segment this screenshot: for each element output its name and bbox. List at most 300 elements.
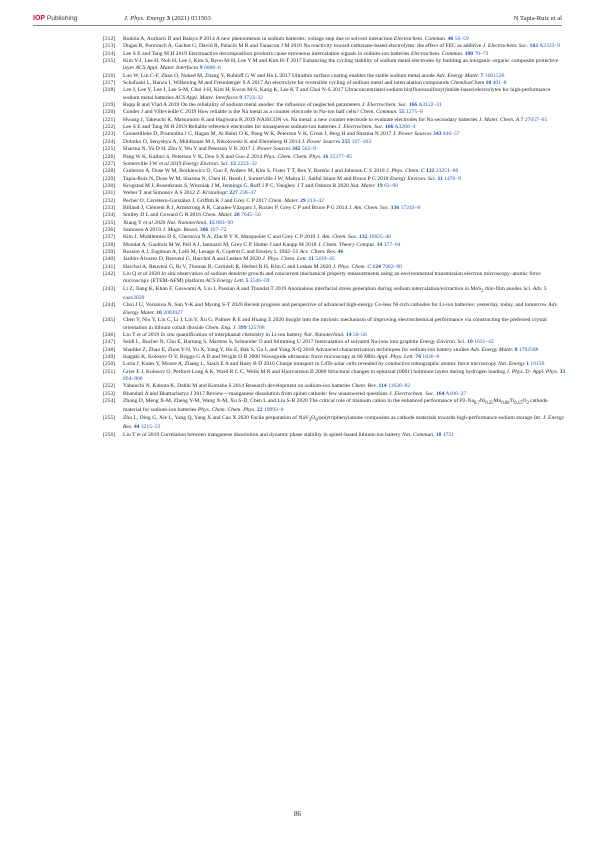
reference-item: [103, 415, 567, 432]
reference-item: [103, 176, 567, 183]
reference-list: [103, 36, 567, 439]
reference-text: Liu T: [123, 431, 137, 438]
reference-text: Kim J, Middlemiss D S, Chernova N A, Zhu B Y X, Masquelier C and Grey C P 2010: [123, 234, 317, 241]
reference-pages-link[interactable]: 2546–59: [248, 278, 270, 285]
reference-number: [214]: [103, 50, 116, 57]
reference-volume-link[interactable]: 9: [237, 94, 243, 101]
reference-pages-link[interactable]: 3215–23: [139, 424, 161, 431]
reference-item: [103, 190, 567, 197]
reference-volume-link[interactable]: 28: [232, 212, 240, 219]
reference-volume-link[interactable]: 10: [465, 339, 473, 346]
reference-pages-link[interactable]: 16150: [529, 361, 545, 368]
reference-pages-link[interactable]: 7645–56: [239, 212, 261, 219]
reference-text: Mn: [493, 397, 502, 404]
reference-number: [256]: [103, 431, 116, 438]
reference-italic: ACS Energy Lett.: [205, 278, 245, 285]
reference-item: [103, 139, 567, 146]
reference-volume-link[interactable]: 8: [513, 346, 518, 353]
reference-italic: Energy Environ. Sci.: [419, 339, 466, 346]
reference-volume-link[interactable]: 11: [436, 175, 443, 182]
reference-volume-link[interactable]: 163: [528, 43, 539, 50]
reference-text: O: [311, 414, 316, 421]
reference-volume-link[interactable]: 11: [307, 256, 314, 263]
reference-pages-link[interactable]: 17243–8: [399, 204, 421, 211]
reference-text: Lee J, Lee Y, Lee J, Lee S-M, Choi J-H, Kim H, Kwon M-S, Kang K, Lee K T and Choi N-S 2017 Ultraconcentrated sodium bis(fluorosulfonyl)imide-based electrolytes for high-performance sodium metal batteries: [123, 87, 551, 101]
reference-text: Rossini A J, Zagdoun A, Lelli M, Lesage A, Copéret C and Emsley L 1942–51: [123, 248, 300, 255]
reference-text: 2020: [147, 271, 162, 277]
reference-volume-link[interactable]: 7: [479, 72, 484, 79]
reference-text: Harchol A, Reuveni G, Ri V, Thomas B, Carmieli R, Herber R H, Kim C and Leskes M 2020: [123, 263, 333, 270]
reference-number: [232]: [103, 197, 116, 204]
reference-number: [223]: [103, 131, 116, 138]
reference-text: Li Z, Jiang K, Khan F, Goswami A, Liu J, Passian A and Thundat T 2019 Anomalous interfacial stress generation during sodium intercalation/extraction in MoS: [123, 285, 482, 292]
reference-item: [103, 271, 567, 286]
reference-text: Chen Y, Niu Y, Lin C, Li J, Lin Y, Xu G, Palmer R E and Huang Z 2020 Insight into the intrinsic mechanism of improving electrochemical performance via constructing the preferred crystal orientation in lithium cobalt dioxide: [123, 317, 547, 331]
reference-item: [103, 286, 567, 303]
reference-volume-link[interactable]: 343: [431, 131, 442, 138]
reference-volume-link[interactable]: 100: [463, 50, 474, 57]
reference-text: Xiang Y: [123, 219, 144, 226]
reference-text: Schafzahl L, Hanzu I, Wilkening M and Freunberger S A 2017 An electrolyte for reversible cycling of sodium metal and intercalation compounds: [123, 80, 451, 87]
reference-item: [103, 58, 567, 73]
reference-italic: Acc. Chem. Res.: [299, 248, 337, 255]
reference-item: [103, 234, 567, 241]
reference-italic: Adv. Energy Mater.: [436, 72, 480, 79]
reference-item: [103, 347, 567, 354]
reference-subscript: 0.25: [485, 401, 494, 407]
reference-volume-link[interactable]: 46: [336, 248, 344, 255]
reference-italic: J. Phys. Chem.: [332, 263, 366, 270]
reference-number: [221]: [103, 116, 116, 123]
reference-text: Shadike Z, Zhao E, Zhou Y-N, Yu X, Yang Y, Hu E, Bak S, Gu L and Yang X-Q 2018 Advanced characterization techniques for sodium-ion battery studies: [123, 346, 471, 353]
reference-text: Choi J U, Voronina N, Sun Y-K and Myung S-T 2020 Recent progress and perspective of advanced high-energy Co-less Ni-rich cathodes for Li-ion batteries: yesterday, today, and tomorrow: [123, 302, 549, 309]
reference-subscript: 8: [315, 417, 318, 423]
reference-pages-link[interactable]: A3260–4: [393, 124, 416, 131]
reference-pages-link[interactable]: 401–8: [491, 80, 507, 87]
reference-item: [103, 161, 567, 168]
reference-pages-link[interactable]: 167–72: [208, 226, 227, 233]
reference-volume-link[interactable]: 10: [484, 80, 492, 87]
reference-italic: Adv. Energy Mater.: [123, 302, 558, 316]
reference-subscript: 0.7: [473, 401, 480, 407]
reference-italic: In situ: [161, 271, 176, 277]
reference-text: 2019: [146, 331, 161, 338]
reference-pages-link[interactable]: 4721: [441, 431, 455, 438]
reference-number: [227]: [103, 160, 116, 167]
reference-number: [242]: [103, 271, 116, 277]
reference-pages-link[interactable]: A3122–31: [417, 102, 442, 109]
reference-item: [103, 339, 567, 346]
reference-number: [247]: [103, 339, 116, 346]
reference-number: [251]: [103, 368, 116, 375]
reference-italic: Nat. Mater.: [350, 182, 376, 189]
reference-number: [218]: [103, 87, 116, 94]
header-rule: [33, 25, 562, 26]
reference-number: [255]: [103, 414, 116, 421]
reference-item: [103, 87, 567, 102]
reference-number: [244]: [103, 302, 116, 309]
reference-italic: Int. J. Energy Res.: [123, 414, 564, 431]
reference-italic: Phys. Chem. Chem. Phys.: [263, 153, 322, 160]
reference-italic: J. Phys. D: Appl. Phys.: [506, 368, 559, 375]
reference-pages-link[interactable]: 1631–42: [472, 339, 494, 346]
page-number: 86: [294, 810, 301, 818]
reference-pages-link[interactable]: 25377–85: [328, 153, 353, 160]
reference-item: [103, 205, 567, 212]
reference-text: Samoson A 2019: [123, 226, 163, 233]
reference-text: Rudola A, Aurbach D and Balaya P 2014 A new phenomenon in sodium batteries: voltage step due to solvent interaction: [123, 36, 394, 42]
reference-number: [246]: [103, 331, 116, 338]
reference-item: [103, 242, 567, 249]
reference-italic: Chem. Mater.: [202, 212, 233, 219]
reference-text: Mondal A, Gaultois M W, Pell A J, Iannuzzi M, Grey C P, Hutter J and Kaupp M 2018: [123, 241, 318, 248]
reference-text: Rupp R and Vlad A 2019 On the reliability of sodium metal anodes: the influence of neglected parameters: [123, 102, 362, 109]
journal-citation: [124, 15, 211, 22]
reference-pages-link[interactable]: 1702588: [517, 346, 539, 353]
reference-italic: A: [514, 116, 520, 123]
reference-number: [219]: [103, 102, 116, 109]
reference-italic: Nat. Energy: [497, 361, 525, 368]
reference-pages-link[interactable]: 70–73: [473, 50, 489, 57]
reference-volume-link[interactable]: 166: [383, 124, 394, 131]
reference-pages-link[interactable]: 7082–90: [380, 263, 402, 270]
reference-pages-link[interactable]: 1470–9: [442, 175, 461, 182]
reference-text: Inagaki K, Kolosov O V, Briggs G A D and Wright O B 2000 Waveguide ultrasonic force microscopy at 60 MHz: [123, 353, 377, 360]
reference-pages-link[interactable]: 197–203: [350, 138, 372, 145]
reference-pages-link[interactable]: 883–90: [214, 219, 233, 226]
reference-italic: Phys. Chem. Chem. Phys.: [197, 407, 256, 414]
reference-volume-link[interactable]: 29: [298, 197, 306, 204]
reference-text: quantification of interphasial chemistry in Li-ion battery: [174, 331, 304, 338]
reference-text: Lee S E and Tang M H 2019 Electroactive decomposition products cause erroneous intercalation signals in sodium-ion batteries: [123, 50, 411, 57]
reference-volume-link[interactable]: 22: [255, 407, 263, 414]
reference-pages-link[interactable]: 63–68: [382, 182, 398, 189]
reference-italic: J. Electrochem. Soc.: [361, 102, 408, 109]
reference-subscript: 2: [526, 401, 529, 407]
reference-number: [226]: [103, 153, 116, 160]
reference-item: [103, 73, 567, 80]
reference-item: [103, 256, 567, 263]
reference-pages-link[interactable]: 1601526: [483, 72, 505, 79]
reference-volume-link[interactable]: 10: [154, 309, 162, 316]
reference-subscript: 2: [481, 288, 484, 294]
reference-pages-link[interactable]: 6000–6: [202, 65, 221, 72]
reference-italic: J. Am. Chem. Soc.: [348, 204, 390, 211]
reference-number: [231]: [103, 190, 116, 197]
reference-volume-link[interactable]: 14: [375, 241, 383, 248]
reference-number: [224]: [103, 138, 116, 145]
logo-iop: IOP: [33, 15, 46, 22]
reference-item: [103, 43, 567, 50]
reference-volume-link[interactable]: 114: [377, 383, 387, 390]
reference-italic: et al: [137, 271, 148, 277]
reference-item: [103, 383, 567, 390]
reference-text: Lee S E and Tang M H 2019 Reliable reference electrodes for nonaqueous sodium-ion batteries: [123, 124, 338, 131]
reference-pages-link[interactable]: A2333–9: [538, 43, 560, 50]
reference-number: [249]: [103, 353, 116, 360]
reference-italic: Appl. Phys. Lett.: [376, 353, 414, 360]
reference-text: Tapia-Ruiz N, Dose W M, Sharma N, Chen H, Heath J, Somerville J W, Maitra U, Saiful Islam M and Bruce P G 2018: [123, 175, 390, 182]
reference-text: Yabuuchi N, Kubota K, Dahbi M and Komaba S 2014 Research development on sodium-ion batteries: [123, 383, 352, 390]
reference-item: [103, 227, 567, 234]
reference-italic: Chem. Mater.: [268, 197, 299, 204]
reference-number: [234]: [103, 212, 116, 219]
reference-number: [225]: [103, 146, 116, 153]
reference-pages-link[interactable]: 11636–82: [386, 383, 411, 390]
reference-volume-link[interactable]: 132: [357, 234, 368, 241]
reference-text: Bhandari A and Bhattacharya J 2017 Review—manganese dissolution from spinel cathode: few unanswered questions: [123, 390, 389, 397]
journal-name: J. Phys. Energy: [124, 15, 166, 22]
reference-text: 2019 Correlation between manganese dissolution and dynamic phase stability in spinel-based lithium-ion battery: [146, 431, 402, 438]
reference-text: Pecher O, Carretero-González J, Griffith K J and Grey C P 2017: [123, 197, 269, 204]
reference-text: Zhu L, Ding G, Xie L, Yang Q, Yang X and Cao X 2020 Facile preparation of NaV: [123, 414, 309, 421]
reference-volume-link[interactable]: 46: [446, 36, 454, 42]
reference-pages-link[interactable]: 1836–8: [421, 353, 440, 360]
reference-number: [213]: [103, 43, 116, 50]
reference-pages-link[interactable]: 56–59: [453, 36, 469, 42]
reference-number: [245]: [103, 317, 116, 324]
reference-item: [103, 391, 567, 398]
reference-number: [238]: [103, 241, 116, 248]
reference-number: [220]: [103, 109, 116, 116]
reference-text: Ti: [509, 397, 515, 404]
reference-pages-link[interactable]: 894–900: [123, 375, 143, 382]
reference-text: Ni: [479, 397, 486, 404]
reference-italic: et al: [159, 160, 169, 167]
reference-pages-link[interactable]: 27057–65: [523, 116, 548, 123]
reference-italic: J. Am. Chem. Soc.: [316, 234, 358, 241]
reference-italic: Nat. Nanotechnol.: [303, 331, 345, 338]
reference-text: Sharma N, Yu D H, Zhu Y, Wu Y and Peterson V K 2017: [123, 146, 252, 153]
reference-italic: Energy Environ. Sci.: [182, 160, 229, 167]
reference-pages-link[interactable]: 5439–45: [313, 256, 335, 263]
reference-text: Hwang J, Takeuchi K, Matsumoto K and Hagiwara R 2019 NASICON vs. Na metal: a new counter electrode to evaluate electrodes for Na secondary batteries: [123, 116, 479, 123]
reference-item: [103, 198, 567, 205]
reference-text: Dolotko O, Senyshyn A, Mühlbauer M J, Nikolowski K and Ehrenberg H 2014: [123, 138, 302, 145]
reference-italic: Chem. Commun.: [360, 109, 398, 116]
reference-italic: J. Power Sources: [251, 146, 291, 153]
reference-volume-link[interactable]: 1: [524, 361, 530, 368]
reference-italic: J. Chem. Theory Comput.: [317, 241, 376, 248]
logo-publishing: Publishing: [45, 15, 78, 22]
reference-number: [239]: [103, 248, 116, 255]
reference-number: [230]: [103, 182, 116, 189]
reference-volume-link[interactable]: 9: [198, 65, 203, 72]
journal-volume: 3: [166, 15, 171, 22]
reference-italic: J. Phys. Chem. Lett.: [262, 256, 308, 263]
reference-text: Zhang D, Meng X-M, Zheng Y-M, Wang X-M, Xu S-D, Chen L and Liu S-B 2020 The critical role of titanium cation in the enhanced performance of P2-Na: [123, 397, 474, 404]
reference-item: [103, 264, 567, 271]
reference-text: Smiley D L and Goward G R 2016: [123, 212, 203, 219]
reference-text: Luo W, Lin C-F, Zhao O, Noked M, Zhang Y, Rubloff G W and Hu L 2017 Ultrathin surface coating enables the stable sodium metal anode: [123, 72, 437, 79]
reference-italic: In situ: [160, 331, 175, 338]
reference-volume-link[interactable]: 399: [236, 324, 247, 331]
reference-italic: ACS Appl. Mater. Interfaces: [175, 94, 238, 101]
reference-number: [254]: [103, 397, 116, 404]
reference-italic: Electrochem. Commun.: [393, 36, 447, 42]
reference-text: Seidl L, Bucher N, Chu E, Hartung S, Martens S, Schneider O and Stimming U 2017 Intercalation of solvated Na-ions into graphite: [123, 339, 420, 346]
reference-text: 2020: [152, 219, 167, 226]
reference-pages-link[interactable]: eaav2820: [123, 295, 145, 302]
reference-volume-link[interactable]: 76: [414, 353, 421, 360]
reference-pages-link[interactable]: 50–56: [351, 331, 367, 338]
reference-text: Liu T: [123, 331, 137, 338]
reference-volume-link[interactable]: 124: [371, 263, 381, 270]
reference-item: [103, 168, 567, 175]
reference-volume-link[interactable]: 166: [407, 102, 418, 109]
reference-text: 2019: [168, 160, 183, 167]
reference-italic: J. Magn. Reson.: [162, 226, 199, 233]
reference-pages-link[interactable]: 2223–32: [235, 160, 257, 167]
reference-italic: Chem. Eng. J.: [205, 324, 237, 331]
reference-italic: et al: [143, 219, 153, 226]
reference-italic: Z. Kristallogr.: [196, 190, 229, 197]
reference-pages-link[interactable]: 377–94: [382, 241, 401, 248]
reference-text: Weber T and Simonov A S 2012: [123, 190, 197, 197]
reference-italic: C: [419, 168, 425, 175]
reference-volume-link[interactable]: 227: [228, 190, 238, 197]
reference-text: Grier E J, Kolosov O, Petford-Long A K, Ward R C C, Wells M R and Hjorvarsson B 2000 Structural changes to epitaxial (0001) holmium layers during hydrogen loading: [123, 368, 507, 375]
reference-italic: et al: [136, 331, 147, 338]
reference-volume-link[interactable]: 33: [558, 368, 566, 375]
reference-pages-link[interactable]: 16825–40: [367, 234, 392, 241]
reference-item: [103, 183, 567, 190]
reference-item: [103, 398, 567, 415]
reference-number: [216]: [103, 72, 116, 79]
reference-pages-link[interactable]: 1275–8: [404, 109, 423, 116]
reference-volume-link[interactable]: 5: [244, 278, 249, 285]
reference-volume-link[interactable]: 15: [207, 219, 215, 226]
reference-pages-link[interactable]: 19992–8: [262, 407, 284, 414]
reference-number: [253]: [103, 390, 116, 397]
reference-text: Pang W K, Kalluri S, Peterson V K, Dou S X and Guo Z 2014: [123, 153, 264, 160]
reference-item: [103, 154, 567, 161]
reference-item: [103, 302, 567, 317]
reference-text: Liu Q: [123, 271, 138, 277]
reference-number: [248]: [103, 346, 116, 353]
reference-number: [240]: [103, 256, 116, 263]
reference-volume-link[interactable]: 164: [434, 390, 445, 397]
reference-text: Conder J and Villevieille C 2019 How reliable is the Na metal as a counter electrode in Na-ion half cells?: [123, 109, 361, 116]
page-header: [0, 0, 595, 26]
iop-publishing-logo: [33, 15, 77, 22]
reference-volume-link[interactable]: 14: [344, 331, 352, 338]
reference-volume-link[interactable]: 122: [424, 168, 435, 175]
reference-text: Luria J, Kutes Y, Moore A, Zhang L, Stach E A and Huey B D 2016 Charge transport in CdTe solar cells revealed by conductive tomographic atomic force microscopy: [123, 361, 498, 368]
reference-pages-link[interactable]: 23251–60: [434, 168, 459, 175]
reference-number: [235]: [103, 219, 116, 226]
reference-volume-link[interactable]: 12: [228, 160, 236, 167]
reference-italic: J. Electrochem. Soc.: [388, 390, 435, 397]
reference-text: Dugas R, Ponrouch A, Gachot G, David R, Palacin M R and Tarascon J M 2016 Na reactivity toward carbonate-based electrolytes: the effect of FEC as additive: [123, 43, 483, 50]
reference-text: cathode material for sodium-ion batteries: [123, 397, 548, 414]
reference-volume-link[interactable]: 55: [397, 109, 405, 116]
reference-pages-link[interactable]: 3723–32: [242, 94, 264, 101]
reference-number: [228]: [103, 168, 116, 175]
reference-number: [217]: [103, 80, 116, 87]
reference-number: [243]: [103, 285, 116, 292]
reference-item: [103, 109, 567, 116]
reference-italic: Chem. Rev.: [351, 383, 378, 390]
reference-volume-link[interactable]: 16: [321, 153, 329, 160]
journal-year-article: (2021) 031503: [171, 15, 211, 22]
reference-subscript: 0.15: [514, 401, 523, 407]
reference-volume-link[interactable]: 136: [389, 204, 400, 211]
reference-volume-link[interactable]: 19: [375, 182, 383, 189]
reference-text: Gutierrez A, Dose W M, Borkiewicz O, Guo F, Avdeev M, Kim S, Fister T T, Ren Y, Bareño J and Johnson C S 2018: [123, 168, 387, 175]
reference-pages-link[interactable]: 238–47: [237, 190, 257, 197]
reference-subscript: 3: [308, 417, 312, 423]
reference-text: thin-film anodes: [483, 285, 524, 292]
reference-number: [252]: [103, 383, 116, 390]
reference-text: Kim Y-J, Lee H, Noh H, Lee J, Kim S, Ryou M-H, Lee Y M and Kim H-T 2017 Enhancing the cycling stability of sodium metal electrodes by building an inorganic–organic composite protective layer: [123, 58, 559, 72]
reference-italic: J. Mater. Chem.: [478, 116, 515, 123]
reference-volume-link[interactable]: 10: [434, 431, 442, 438]
reference-italic: J. Electrochem. Soc.: [337, 124, 384, 131]
reference-pages-link[interactable]: 446–57: [441, 131, 460, 138]
reference-text: observation of sodium dendrite growth and concurrent mechanical property measurements using an environmental transmission electron microscopy–atomic force microscopy (ETEM-AFM) platform: [123, 271, 541, 285]
reference-number: [241]: [103, 263, 116, 270]
reference-text: Somerville J W: [123, 160, 159, 167]
reference-italic: Nat. Nanotechnol.: [166, 219, 208, 226]
reference-item: [103, 432, 567, 439]
reference-number: [212]: [103, 36, 116, 42]
reference-item: [103, 361, 567, 368]
reference-item: [103, 317, 567, 332]
reference-item: [103, 369, 567, 384]
reference-italic: J. Power Sources: [301, 138, 341, 145]
reference-italic: Electrochem. Commun.: [410, 50, 464, 57]
reference-italic: et al: [136, 431, 147, 438]
reference-volume-link[interactable]: 5: [542, 285, 547, 292]
reference-number: [250]: [103, 361, 116, 368]
reference-pages-link[interactable]: 562–9: [300, 146, 316, 153]
reference-volume-link[interactable]: 342: [290, 146, 301, 153]
reference-pages-link[interactable]: 213–42: [305, 197, 324, 204]
reference-italic: Energy Environ. Sci.: [389, 175, 437, 182]
reference-pages-link[interactable]: 125708: [246, 324, 265, 331]
reference-item: [103, 131, 567, 138]
reference-volume-link[interactable]: 255: [340, 138, 351, 145]
reference-italic: J. Electrochem. Soc.: [482, 43, 529, 50]
reference-subscript: 0.60: [501, 401, 510, 407]
reference-italic: C: [366, 263, 372, 270]
reference-volume-link[interactable]: 306: [198, 226, 209, 233]
reference-item: [103, 212, 567, 219]
reference-text: Jardón-Álvarez D, Reuveni G, Harchol A and Leskes M 2020: [123, 256, 263, 263]
reference-italic: Nat. Commun.: [401, 431, 435, 438]
reference-pages-link[interactable]: 2002027: [161, 309, 183, 316]
reference-number: [215]: [103, 58, 116, 65]
reference-volume-link[interactable]: 44: [132, 424, 140, 431]
reference-italic: Adv. Energy Mater.: [470, 346, 514, 353]
reference-italic: J. Power Sources: [392, 131, 432, 138]
reference-text: O: [522, 397, 527, 404]
reference-text: /polytriphenylamine composites as cathode materials towards high-performance sodium storage: [317, 414, 534, 421]
reference-item: [103, 124, 567, 131]
reference-text: Krogstad M J, Rosenkranz S, Wozniak J M, Jennings G, Ruff J P C, Vaughey J T and Osborn R 2020: [123, 182, 351, 189]
reference-italic: ACS Appl. Mater. Interfaces: [135, 65, 199, 72]
reference-number: [237]: [103, 234, 116, 241]
reference-number: [222]: [103, 124, 116, 131]
reference-volume-link[interactable]: 7: [519, 116, 524, 123]
reference-number: [229]: [103, 175, 116, 182]
reference-italic: J. Phys. Chem.: [386, 168, 420, 175]
reference-italic: ChemSusChem: [450, 80, 485, 87]
reference-text: Goonetilleke D, Pramudita J C, Hagan M, Al Bahri O K, Pang W K, Peterson V K, Groot J, Berg H and Sharma N 2017: [123, 131, 393, 138]
reference-pages-link[interactable]: A106–27: [444, 390, 467, 397]
reference-item: [103, 146, 567, 153]
